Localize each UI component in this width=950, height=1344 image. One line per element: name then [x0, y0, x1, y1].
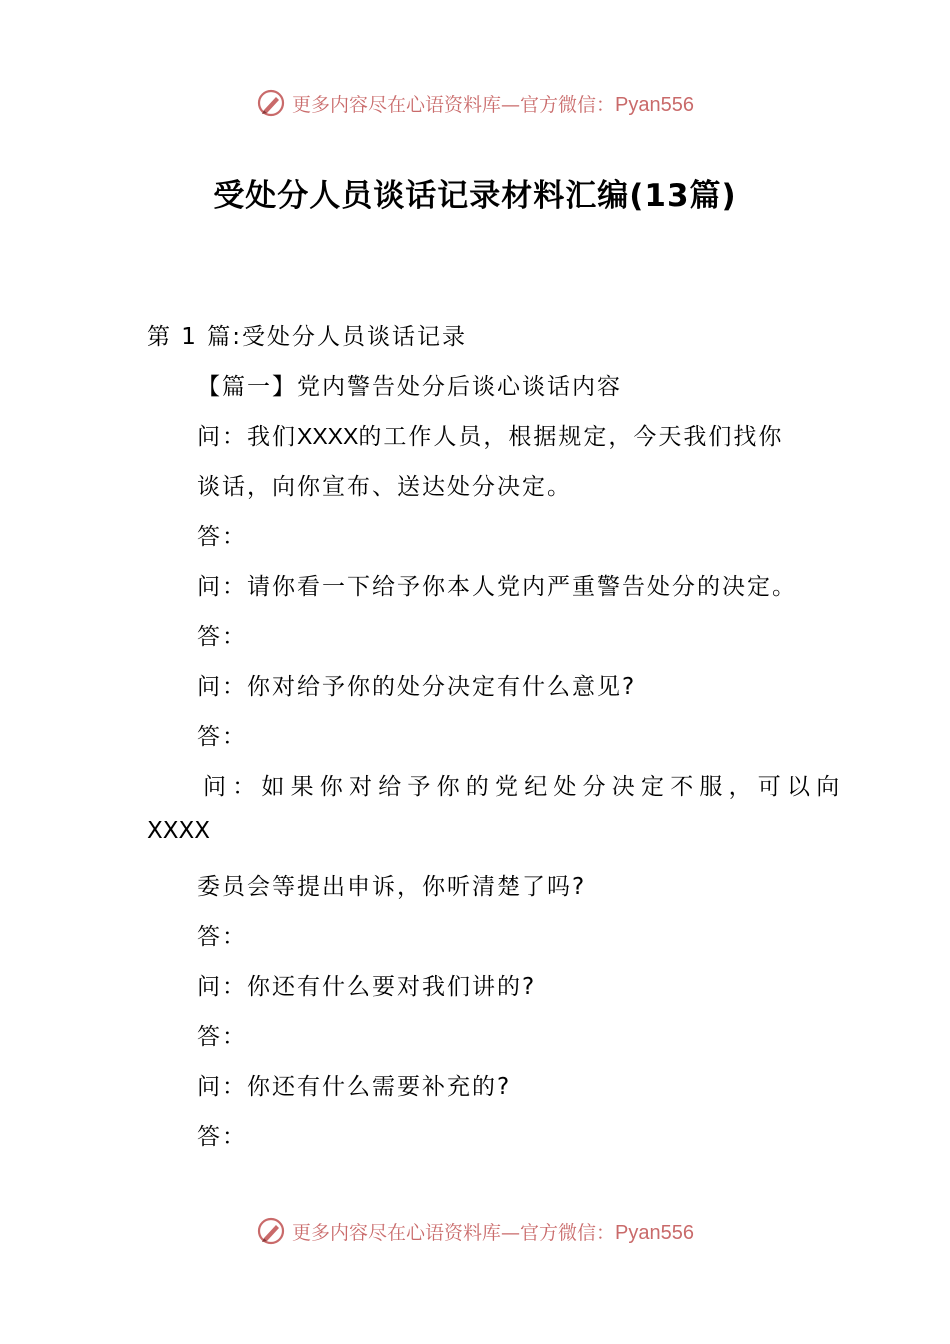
- watermark-id: Pyan556: [615, 93, 694, 116]
- question-4: 问：如果你对给予你的党纪处分决定不服，可以向: [203, 774, 846, 800]
- answer-1: 答：: [197, 524, 247, 550]
- question-1-continued: 谈话，向你宣布、送达处分决定。: [197, 474, 572, 500]
- answer-5: 答：: [197, 1024, 247, 1050]
- watermark-label: 更多内容尽在心语资料库—官方微信：: [292, 93, 616, 116]
- watermark-label: 更多内容尽在心语资料库—官方微信：: [292, 1221, 616, 1244]
- footer-watermark: [0, 1211, 950, 1251]
- watermark-text: [292, 90, 694, 117]
- question-2: 问：请你看一下给予你本人党内严重警告处分的决定。: [197, 574, 797, 600]
- answer-6: 答：: [197, 1124, 247, 1150]
- question-4-continued: 委员会等提出申诉，你听清楚了吗?: [197, 874, 587, 900]
- pen-logo-icon: [256, 1216, 286, 1246]
- section-heading: 【篇一】党内警告处分后谈心谈话内容: [197, 374, 622, 400]
- question-1: [197, 418, 783, 451]
- question-5: 问：你还有什么要对我们讲的?: [197, 974, 537, 1000]
- question-1-placeholder: XXXX: [297, 423, 359, 449]
- question-6: 问：你还有什么需要补充的?: [197, 1074, 512, 1100]
- answer-3: 答：: [197, 724, 247, 750]
- question-3: 问：你对给予你的处分决定有什么意见?: [197, 674, 637, 700]
- chapter-heading: 第 1 篇:受处分人员谈话记录: [147, 324, 468, 350]
- answer-4: 答：: [197, 924, 247, 950]
- document-title: 受处分人员谈话记录材料汇编(13篇): [213, 178, 737, 214]
- question-4-placeholder: XXXX: [147, 818, 211, 844]
- pen-logo-icon: [256, 88, 286, 118]
- header-watermark: [0, 83, 950, 123]
- answer-2: 答：: [197, 624, 247, 650]
- watermark-id: Pyan556: [615, 1221, 694, 1244]
- question-1-end: 的工作人员，根据规定，今天我们找你: [358, 424, 784, 450]
- question-1-start: 问：我们: [197, 424, 297, 450]
- watermark-text: [292, 1218, 694, 1245]
